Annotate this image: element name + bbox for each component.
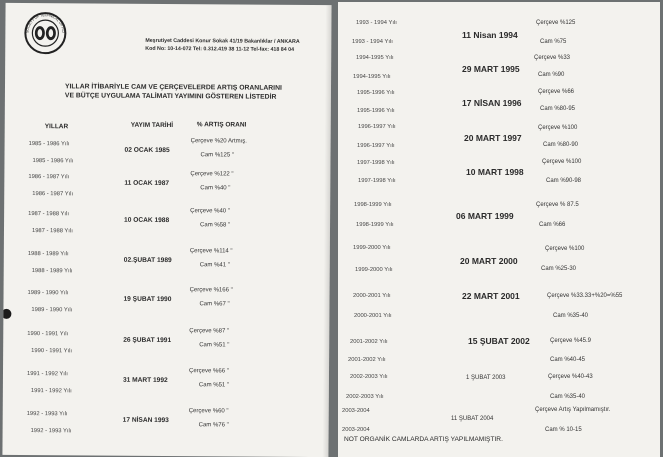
row-year-1: 1985 - 1986 Yılı [28,141,70,148]
row-lens-rate: Cam % 10-15 [545,427,582,433]
row-lens-rate: Cam %40-45 [550,357,586,363]
row-year-1: 1997-1998 Yılı [357,160,395,166]
row-year-1: 1993 - 1994 Yılı [356,20,397,26]
row-lens-rate: Cam %75 [540,39,567,45]
row-publication-date: 11 ŞUBAT 2004 [451,416,494,422]
row-year-1: 1998-1999 Yılı [354,202,392,208]
row-lens-rate: Cam %67 " [199,301,230,308]
row-year-2: 1999-2000 Yılı [355,267,393,273]
row-year-1: 1995-1996 Yılı [357,90,395,96]
row-year-1: 1996-1997 Yılı [358,124,396,130]
row-lens-rate: Cam %35-40 [550,394,586,400]
document-page-1 [2,3,331,457]
row-publication-date: 02.ŞUBAT 1989 [123,256,172,265]
row-publication-date: 06 MART 1999 [456,211,514,221]
row-frame-rate: Çerçeve %33 [534,55,571,61]
row-frame-rate: Çerçeve %114 " [189,248,233,255]
row-year-1: 2000-2001 Yılı [353,293,391,299]
row-year-2: 1995-1996 Yılı [357,108,395,114]
row-publication-date: 22 MART 2001 [462,291,520,301]
row-year-2: 1990 - 1991 Yılı [31,348,72,355]
row-publication-date: 10 OCAK 1988 [124,216,170,225]
row-lens-rate: Cam %41 " [199,262,230,269]
row-lens-rate: Cam %125 " [200,152,235,159]
row-year-2: 1986 - 1987 Yılı [32,191,74,198]
document-page-2 [338,2,660,457]
row-frame-rate: Çerçeve %100 [538,125,578,131]
row-year-1: 1987 - 1988 Yılı [28,211,69,218]
row-publication-date: 11 Nisan 1994 [462,30,518,40]
row-year-1: 2001-2002 Yılı [350,339,388,345]
row-publication-date: 10 MART 1998 [466,167,524,177]
row-frame-rate: Çerçeve %40-43 [548,374,593,380]
row-year-2: 2000-2001 Yılı [354,313,392,319]
row-frame-rate: Çerçeve %125 [536,20,576,26]
row-year-2: 1987 - 1988 Yılı [31,228,73,235]
row-publication-date: 20 MART 1997 [464,133,522,143]
row-lens-rate: Cam %40 " [200,185,231,192]
column-header-rate: % ARTIŞ ORANI [196,121,247,129]
row-lens-rate: Cam %80-90 [543,142,579,148]
row-frame-rate: Çerçeve %60 " [188,408,229,415]
row-lens-rate: Cam %66 [539,222,566,228]
row-year-1: 1994-1995 Yılı [356,55,394,61]
address-line-2: Kod No: 10-14-072 Tel: 0.312.419 38 11-12 Tel-fax: 418 84 04 [145,45,295,53]
row-lens-rate: Cam %25-30 [541,266,577,272]
row-lens-rate: Cam %51 " [198,382,230,389]
column-header-years: YILLAR [44,123,69,131]
row-publication-date: 17 NİSAN 1993 [122,416,169,425]
row-publication-date: 29 MART 1995 [462,64,520,74]
row-frame-rate: Çerçeve %66 [538,89,575,95]
row-year-1: 1991 - 1992 Yılı [26,371,68,378]
svg-text:SOCIETY OF TECHNICAL OPTICIANS: SOCIETY OF TECHNICAL OPTICIANS [25,13,66,34]
row-publication-date: 31 MART 1992 [122,376,168,385]
row-publication-date: 15 ŞUBAT 2002 [468,336,530,346]
row-year-2: 1997-1998 Yılı [358,178,396,184]
row-frame-rate: Çerçeve %33.33+%20=%55 [547,293,623,299]
row-frame-rate: Çerçeve %66 " [188,368,229,375]
row-frame-rate: Çerçeve %20 Artmış. [190,138,247,145]
document-title-line-2: VE BÜTÇE UYGULAMA TALİMATI YAYIMINI GÖSTEREN LİSTEDİR [64,92,277,101]
row-year-2: 1989 - 1990 Yılı [31,307,73,314]
row-frame-rate: Çerçeve %166 " [189,287,233,294]
row-publication-date: 1 ŞUBAT 2003 [466,375,506,381]
row-frame-rate: Çerçeve %45.9 [550,338,592,344]
row-year-2: 1993 - 1994 Yılı [352,39,393,45]
row-year-2: 1992 - 1993 Yılı [30,428,72,435]
row-frame-rate: Çerçeve %100 [542,159,582,165]
row-year-2: 1994-1995 Yılı [353,74,391,80]
row-year-2: 2002-2003 Yılı [346,394,384,400]
row-publication-date: 26 ŞUBAT 1991 [123,336,172,345]
row-frame-rate: Çerçeve %100 [545,246,585,252]
row-year-2: 2001-2002 Yılı [348,357,386,363]
punch-hole [2,309,11,319]
row-year-1: 2002-2003 Yılı [350,374,388,380]
row-publication-date: 02 OCAK 1985 [124,146,170,155]
row-year-1: 1988 - 1989 Yılı [27,251,69,258]
row-frame-rate: Çerçeve %40 " [190,208,230,215]
row-year-1: 1990 - 1991 Yılı [27,331,69,338]
address-line-1: Meşrutiyet Caddesi Konur Sokak 41/19 Bakanlıklar / ANKARA [145,37,300,45]
row-frame-rate: Çerçeve %122 " [190,171,234,178]
row-year-2: 1991 - 1992 Yılı [30,388,72,395]
footnote: NOT ORGANİK CAMLARDA ARTIŞ YAPILMAMIŞTIR. [344,436,503,443]
row-year-2: 2003-2004 [342,427,370,433]
association-logo [23,11,67,55]
row-year-1: 2003-2004 [342,408,370,414]
row-year-1: 1986 - 1987 Yılı [28,174,70,181]
row-lens-rate: Cam %90-98 [546,178,582,184]
row-year-1: 1989 - 1990 Yılı [27,290,69,297]
row-publication-date: 19 ŞUBAT 1990 [123,295,172,304]
row-year-2: 1996-1997 Yılı [357,143,395,149]
row-frame-rate: Çerçeve % 87.5 [536,202,579,208]
row-year-1: 1999-2000 Yılı [353,245,391,251]
row-publication-date: 11 OCAK 1987 [124,179,170,188]
row-year-2: 1985 - 1986 Yılı [32,158,74,165]
row-frame-rate: Çerçeve Artış Yapılmamıştır. [535,407,611,413]
row-lens-rate: Cam %90 [538,72,565,78]
row-publication-date: 20 MART 2000 [460,256,518,266]
page-fold-shadow [322,5,331,457]
document-title-line-1: YILLAR İTİBARİYLE CAM VE ÇERÇEVELERDE ARTIŞ ORANLARINI [64,83,282,92]
row-lens-rate: Cam %76 " [198,422,229,429]
row-year-2: 1998-1999 Yılı [356,222,394,228]
row-year-2: 1988 - 1989 Yılı [31,268,73,275]
row-year-1: 1992 - 1993 Yılı [26,411,68,418]
row-lens-rate: Cam %35-40 [553,313,589,319]
row-frame-rate: Çerçeve %87 " [189,328,230,335]
row-publication-date: 17 NİSAN 1996 [462,98,522,108]
row-lens-rate: Cam %58 " [200,222,231,229]
row-lens-rate: Cam %51 " [199,342,230,349]
column-header-date: YAYIM TARİHİ [130,121,174,130]
row-lens-rate: Cam %80-95 [540,106,576,112]
